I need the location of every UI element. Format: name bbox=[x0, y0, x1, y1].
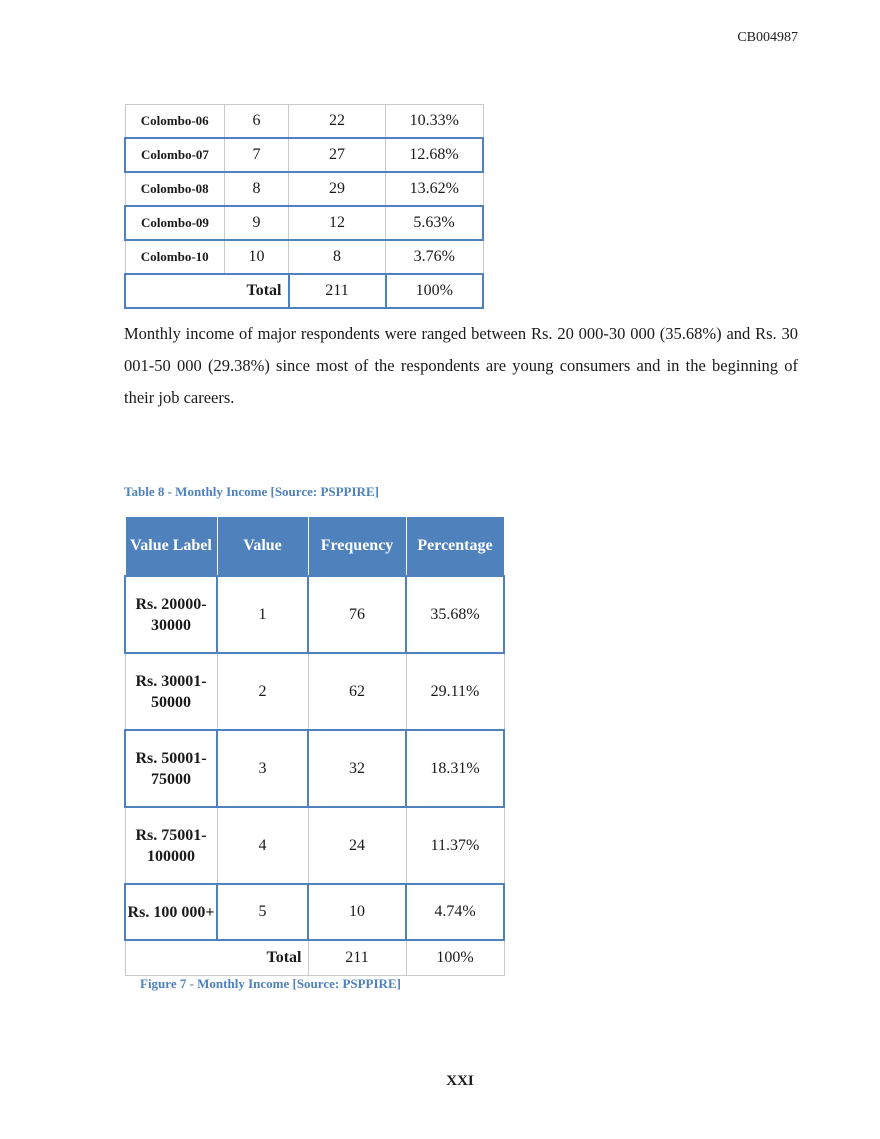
row-percentage: 11.37% bbox=[406, 807, 504, 884]
row-frequency: 62 bbox=[308, 653, 406, 730]
row-label: Rs. 75001-100000 bbox=[125, 807, 217, 884]
row-label: Colombo-10 bbox=[125, 240, 225, 274]
row-label: Colombo-08 bbox=[125, 172, 225, 206]
row-frequency: 22 bbox=[289, 105, 386, 139]
total-frequency: 211 bbox=[289, 274, 386, 308]
row-value: 10 bbox=[225, 240, 289, 274]
header-value-label: Value Label bbox=[125, 517, 217, 577]
row-percentage: 18.31% bbox=[406, 730, 504, 807]
row-frequency: 27 bbox=[289, 138, 386, 172]
row-value: 8 bbox=[225, 172, 289, 206]
row-value: 7 bbox=[225, 138, 289, 172]
total-label: Total bbox=[125, 274, 289, 308]
district-table bbox=[124, 104, 484, 309]
figure-caption: Figure 7 - Monthly Income [Source: PSPPIRE] bbox=[140, 976, 401, 991]
total-label: Total bbox=[125, 940, 308, 976]
document-id: CB004987 bbox=[737, 30, 798, 45]
monthly-income-table bbox=[124, 516, 505, 976]
row-label: Colombo-06 bbox=[125, 105, 225, 139]
total-percentage: 100% bbox=[386, 274, 484, 308]
row-percentage: 10.33% bbox=[386, 105, 484, 139]
row-frequency: 76 bbox=[308, 576, 406, 653]
table-row bbox=[125, 576, 504, 653]
row-percentage: 3.76% bbox=[386, 240, 484, 274]
row-label: Rs. 50001-75000 bbox=[125, 730, 217, 807]
table-row bbox=[125, 105, 483, 139]
total-row bbox=[125, 274, 483, 308]
row-value: 4 bbox=[217, 807, 308, 884]
row-percentage: 35.68% bbox=[406, 576, 504, 653]
row-label: Colombo-09 bbox=[125, 206, 225, 240]
row-frequency: 32 bbox=[308, 730, 406, 807]
row-percentage: 4.74% bbox=[406, 884, 504, 940]
table-caption: Table 8 - Monthly Income [Source: PSPPIRE] bbox=[124, 484, 379, 499]
table-row bbox=[125, 172, 483, 206]
row-frequency: 10 bbox=[308, 884, 406, 940]
table-row bbox=[125, 884, 504, 940]
row-value: 9 bbox=[225, 206, 289, 240]
row-frequency: 29 bbox=[289, 172, 386, 206]
row-value: 2 bbox=[217, 653, 308, 730]
total-row bbox=[125, 940, 504, 976]
table-row bbox=[125, 807, 504, 884]
row-value: 5 bbox=[217, 884, 308, 940]
table-header-row bbox=[125, 517, 504, 577]
table-row bbox=[125, 206, 483, 240]
row-frequency: 8 bbox=[289, 240, 386, 274]
table-row bbox=[125, 653, 504, 730]
page-number: XXI bbox=[446, 1073, 474, 1089]
row-percentage: 5.63% bbox=[386, 206, 484, 240]
total-percentage: 100% bbox=[406, 940, 504, 976]
header-percentage: Percentage bbox=[406, 517, 504, 577]
row-label: Rs. 100 000+ bbox=[125, 884, 217, 940]
table-row bbox=[125, 240, 483, 274]
row-value: 1 bbox=[217, 576, 308, 653]
row-frequency: 12 bbox=[289, 206, 386, 240]
row-frequency: 24 bbox=[308, 807, 406, 884]
row-value: 3 bbox=[217, 730, 308, 807]
row-value: 6 bbox=[225, 105, 289, 139]
row-label: Colombo-07 bbox=[125, 138, 225, 172]
total-frequency: 211 bbox=[308, 940, 406, 976]
row-percentage: 13.62% bbox=[386, 172, 484, 206]
table-row bbox=[125, 730, 504, 807]
row-percentage: 29.11% bbox=[406, 653, 504, 730]
row-percentage: 12.68% bbox=[386, 138, 484, 172]
body-paragraph: Monthly income of major respondents were ranged between Rs. 20 000-30 000 (35.68%) and Rs. 30 001-50 000 (29.38%) since most of the respondents are young consumers and in the beginning of their job careers. bbox=[124, 324, 798, 407]
header-value: Value bbox=[217, 517, 308, 577]
header-frequency: Frequency bbox=[308, 517, 406, 577]
table-row bbox=[125, 138, 483, 172]
row-label: Rs. 30001-50000 bbox=[125, 653, 217, 730]
row-label: Rs. 20000-30000 bbox=[125, 576, 217, 653]
